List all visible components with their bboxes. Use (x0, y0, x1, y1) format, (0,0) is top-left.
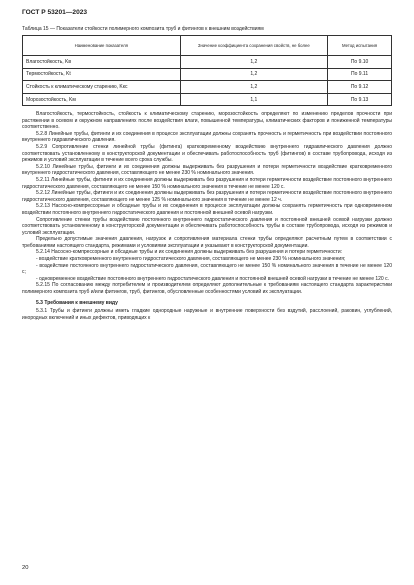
row-method: По 9.10 (328, 56, 392, 69)
row-name: Стойкость к климатическому старению, Kкс (23, 81, 181, 94)
table-row (23, 68, 392, 81)
paragraph: 5.2.11 Линейные трубы, фитинги и их соединения должны выдерживать без разрушения и потери герметичности воздействие постоянного внутреннего гидростатического давления, составляющего не менее 150 % номинального значения в течение не менее 120 с. (22, 176, 392, 190)
paragraph: 5.3.1 Трубы и фитинги должны иметь гладкие однородные наружные и внутренние поверхности без вздутий, расслоений, раковин, углублений, инородных включений и иных дефектов, приводящих к (22, 308, 392, 321)
row-name: Морозостойкость, Kм (23, 93, 181, 106)
page-number: 20 (22, 565, 29, 571)
table-row (23, 56, 392, 69)
paragraph: Сопротивление стенки трубы воздействию постоянного внутреннего гидростатического давления и постоянной внешней осевой нагрузки должно соответствовать установленному в конструкторской документации и обеспечивать работоспособность трубы в составе трубопровода, исходя из режимов и условий эксплуатации. (22, 216, 392, 236)
paragraph: 5.2.14 Насосно-компрессорные и обсадные трубы и их соединения должны выдерживать без разрушения и потери герметичности: (36, 249, 342, 256)
list-item: - одновременное воздействие постоянного внутреннего гидростатического давления и постоянной внешней осевой нагрузки в течение не менее 120 с. (36, 275, 389, 282)
table-row (23, 93, 392, 106)
table-row (23, 81, 392, 94)
row-value: 1,2 (180, 81, 328, 94)
row-name: Влагостойкость, Kв (23, 56, 181, 69)
column-header-method: Метод испытания (328, 36, 392, 56)
page-header: ГОСТ Р 53201—2023 (22, 9, 88, 16)
body-text (22, 111, 392, 321)
paragraph: 5.2.10 Линейные трубы, фитинги и их соединения должны выдерживать без разрушения и потери герметичности воздействие кратковременного внутреннего гидростатического давления, составляющего не менее 230 % номинального значения. (22, 163, 392, 177)
paragraph: Предельно допустимые значения давления, нагрузок и сопротивления материала стенки трубы определяют расчетным путем в соответствии с требованиями настоящего стандарта, режимами и условиями эксплуатации и указывают в конструкторской документации. (22, 236, 392, 249)
row-method: По 9.13 (328, 93, 392, 106)
row-value: 1,2 (180, 68, 328, 81)
table-header-row (23, 36, 392, 56)
list-item: - воздействие постоянного внутреннего гидростатического давления, составляющего не менее 150 % номинального значения в течение не менее 120 с; (22, 262, 392, 276)
row-name: Термостойкость, Kt (23, 68, 181, 81)
row-method: По 9.12 (328, 81, 392, 94)
paragraph: 5.2.9 Сопротивление стенки линейной трубы (фитинга) кратковременному воздействию внутреннего гидравлического давления должно соответствовать установленному в конструкторской документации и обеспечивать работоспособность труб (фитингов) в составе трубопровода, исходя из режимов и условий эксплуатации в течение всего срока службы. (22, 143, 392, 164)
paragraph: 5.2.15 По согласованию между потребителем и производителем определяют дополнительные к требованиям настоящего стандарта характеристики полимерного композита труб и/или фитингов, труб, фитингов, обусловленные особенностями условий их эксплуатации. (22, 282, 392, 296)
table-caption: Таблица 15 — Показатели стойкости полимерного композита труб и фитингов к внешним воздействиям (22, 26, 264, 32)
properties-table (22, 35, 392, 106)
column-header-value: Значение коэффициента сохранения свойств, не более (180, 36, 328, 56)
row-method: По 9.11 (328, 68, 392, 81)
paragraph: 5.2.12 Линейные трубы, фитинги и их соединения должны выдерживать без разрушения и потери герметичности воздействие постоянного внутреннего гидростатического давления, составляющего не менее 125 % номинального значения в течение не менее 12 ч. (22, 190, 392, 203)
row-value: 1,1 (180, 93, 328, 106)
section-heading: 5.3 Требования к внешнему виду (36, 299, 118, 306)
paragraph: 5.2.13 Насосно-компрессорные и обсадные трубы и их соединения в процессе эксплуатации должны сохранять герметичность при одновременном воздействии постоянного внутреннего гидростатического давления и постоянной внешней осевой нагрузки. (22, 203, 392, 216)
paragraph: Влагостойкость, термостойкость, стойкость к климатическому старению, морозостойкость определяют по изменению пределов прочности при растяжении в осевом и окружном направлениях после воздействия влаги, повышенной температуры, климатических факторов и пониженной температуры соответственно. (22, 111, 392, 131)
row-value: 1,2 (180, 56, 328, 69)
column-header-name: Наименование показателя (23, 36, 181, 56)
list-item: - воздействие кратковременного внутреннего гидростатического давления, составляющего не менее 230 % номинального значения; (36, 256, 346, 263)
paragraph: 5.2.8 Линейные трубы, фитинги и их соединения в процессе эксплуатации должны сохранять прочность и герметичность при воздействии постоянного внутреннего гидравлического давления. (22, 130, 392, 144)
